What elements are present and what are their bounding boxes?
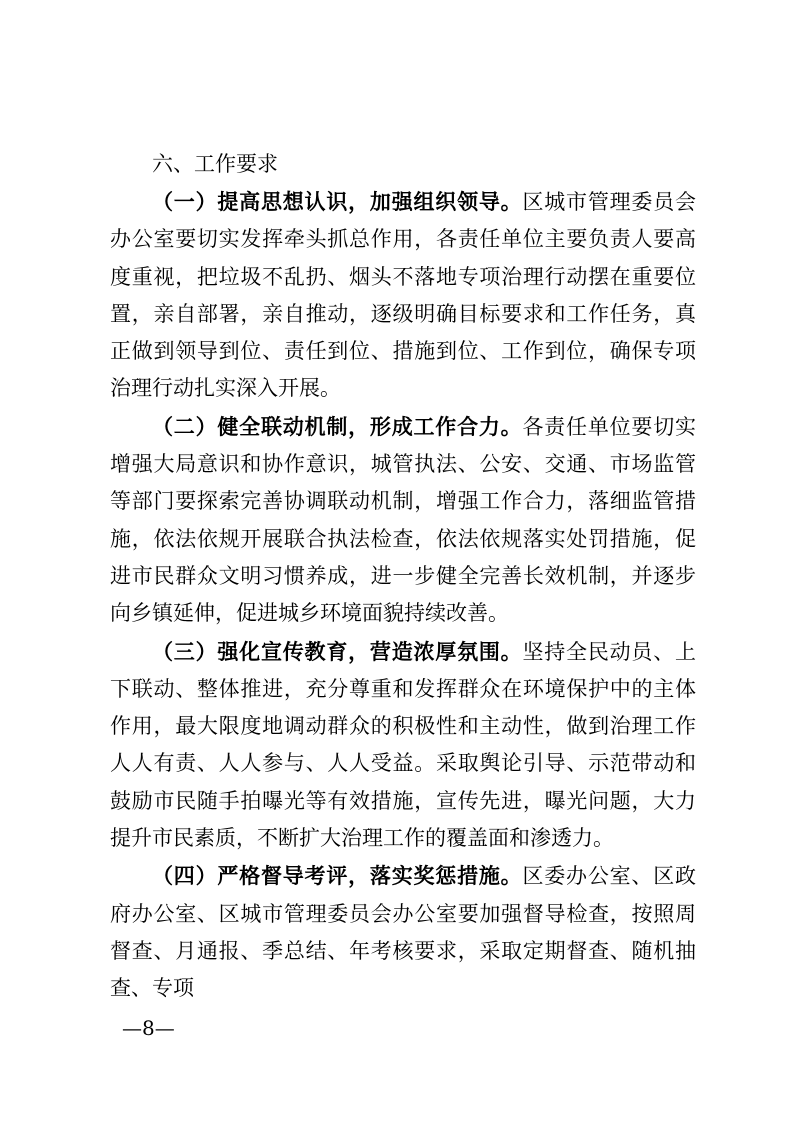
page-number: —8— bbox=[122, 1016, 175, 1040]
paragraph-1-lead: （一）提高思想认识，加强组织领导。 bbox=[152, 189, 523, 214]
paragraph-1-body: 区城市管理委员会办公室要切实发挥牵头抓总作用，各责任单位主要负责人要高度重视，把垃圾不乱扔、烟头不落地专项治理行动摆在重要位置，亲自部署，亲自推动，逐级明确目标要求和工作任务，真正做到领导到位、责任到位、措施到位、工作到位，确保专项治理行动扎实深入开展。 bbox=[110, 190, 697, 401]
paragraph-1 bbox=[110, 183, 696, 408]
paragraph-3 bbox=[110, 633, 696, 858]
paragraph-2 bbox=[110, 408, 696, 633]
paragraph-4 bbox=[110, 857, 696, 1007]
paragraph-4-lead: （四）严格督导考评，落实奖惩措施。 bbox=[152, 863, 523, 889]
paragraph-3-lead: （三）强化宣传教育，营造浓厚氛围。 bbox=[152, 638, 523, 664]
paragraph-3-body: 坚持全民动员、上下联动、整体推进，充分尊重和发挥群众在环境保护中的主体作用，最大限度地调动群众的积极性和主动性，做到治理工作人人有责、人人参与、人人受益。采取舆论引导、示范带动和鼓励市民随手拍曝光等有效措施，宣传先进，曝光问题，大力提升市民素质，不断扩大治理工作的覆盖面和渗透力。 bbox=[110, 639, 697, 851]
paragraph-2-body: 各责任单位要切实增强大局意识和协作意识，城管执法、公安、交通、市场监管等部门要探索完善协调联动机制，增强工作合力，落细监管措施，依法依规开展联合执法检查，依法依规落实处罚措施，促进市民群众文明习惯养成，进一步健全完善长效机制，并逐步向乡镇延伸，促进城乡环境面貌持续改善。 bbox=[110, 414, 697, 626]
paragraph-4-body: 区委办公室、区政府办公室、区城市管理委员会办公室要加强督导检查，按照周督查、月通报、季总结、年考核要求，采取定期督查、随机抽查、专项 bbox=[110, 864, 697, 1001]
section-heading: 六、工作要求 bbox=[152, 152, 278, 176]
paragraph-2-lead: （二）健全联动机制，形成工作合力。 bbox=[152, 413, 523, 439]
document-body bbox=[110, 145, 696, 1008]
